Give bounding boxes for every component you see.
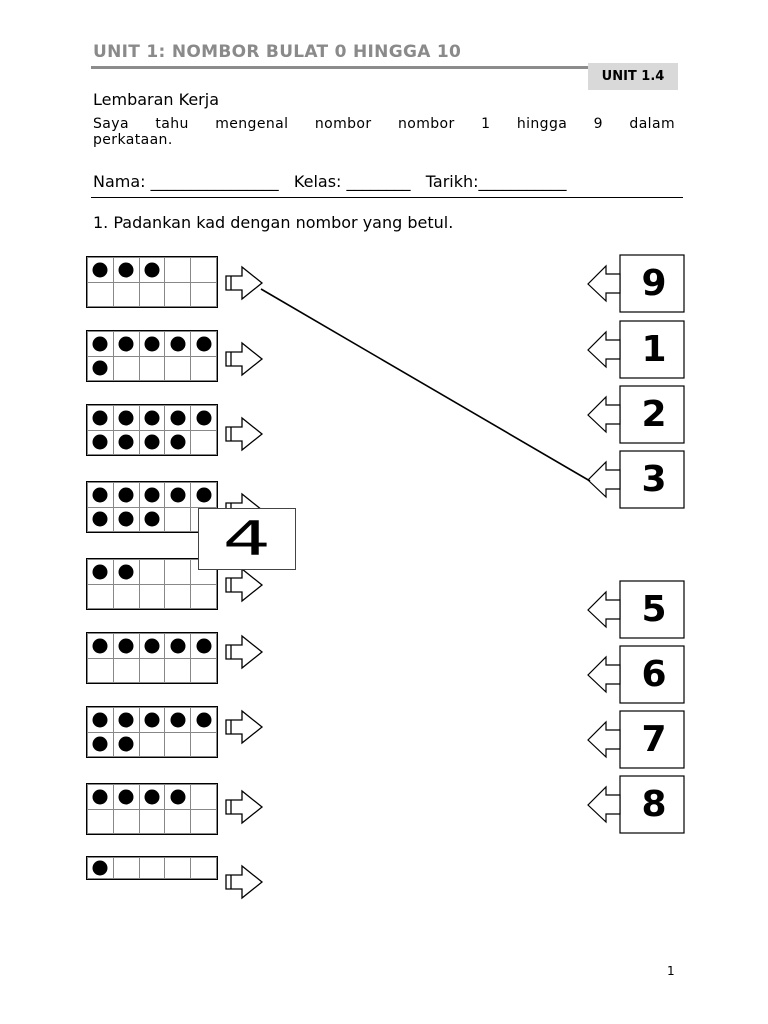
number-card-digit: 2 bbox=[641, 393, 667, 435]
objective-line-1: Saya tahu mengenal nombor nombor 1 hingga 9 dalam bbox=[93, 116, 675, 132]
objective-line-2: perkataan. bbox=[93, 132, 173, 148]
unit-badge: UNIT 1.4 bbox=[588, 63, 678, 90]
student-info-row[interactable]: Nama: ________________ Kelas: ________ Tarikh:___________ bbox=[93, 172, 567, 191]
match-line-3-to-3 bbox=[261, 289, 590, 481]
dragged-number-card[interactable] bbox=[198, 508, 296, 570]
number-card-digit: 3 bbox=[641, 458, 667, 500]
number-card-digit: 9 bbox=[641, 262, 667, 304]
number-card-digit: 8 bbox=[641, 783, 667, 825]
question-text: 1. Padankan kad dengan nombor yang betul. bbox=[93, 213, 454, 232]
number-card-digit: 7 bbox=[641, 718, 667, 760]
dragged-card-digit: 4 bbox=[222, 510, 272, 567]
number-card-digit: 1 bbox=[641, 328, 667, 370]
number-card-digit: 5 bbox=[641, 588, 667, 630]
page-number: 1 bbox=[667, 964, 675, 978]
unit-title: UNIT 1: NOMBOR BULAT 0 HINGGA 10 bbox=[93, 42, 462, 62]
number-card-digit: 6 bbox=[641, 653, 667, 695]
worksheet-title: Lembaran Kerja bbox=[93, 90, 219, 109]
